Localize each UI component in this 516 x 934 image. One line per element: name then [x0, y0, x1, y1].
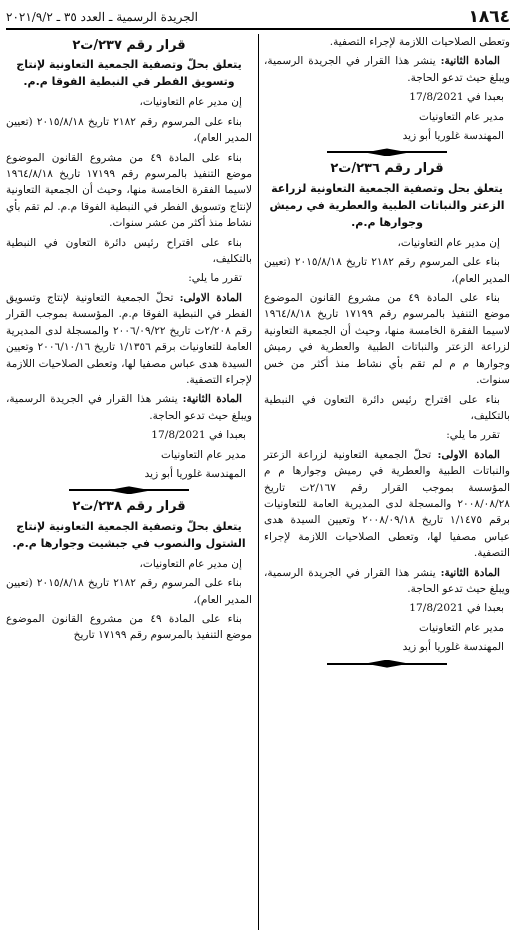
decision-237-p4: بناء على اقتراح رئيس دائرة التعاون في النبطية بالتكليف، [6, 236, 252, 266]
decision-236-p4: بناء على اقتراح رئيس دائرة التعاون في النبطية بالتكليف، [264, 393, 510, 422]
section-divider [264, 659, 510, 669]
decision-236-date: بعبدا في 17/8/2021 [409, 602, 504, 615]
gazette-issue-line: الجريدة الرسمية ـ العدد ٣٥ ـ ٢٠٢١/٩/٢ [6, 10, 198, 24]
decision-237-signer-name: المهندسة غلوريا أبو زيد [144, 467, 246, 480]
decision-236-signer-role: مدير عام التعاونيات [418, 621, 504, 634]
prev-signer-name: المهندسة غلوريا أبو زيد [402, 130, 504, 143]
section-divider [6, 485, 252, 495]
decision-238-p3: بناء على المادة ٤٩ من مشروع القانون الموضوع موضع التنفيذ بالمرسوم رقم ١٧١٩٩ تاريخ [6, 612, 252, 642]
decision-238-p1: إن مدير عام التعاونيات، [139, 557, 242, 570]
decision-237-article-1: المادة الاولى: تحلّ الجمعية التعاونية لإنتاج وتسويق الفطر في النبطية الفوقا م.م. المؤسسة بموجب القرار رقم ٢/٢٠٨ت تاريخ ٢٠٠٦/٠٩/٢٢ والمسجلة لدى المديرية العامة للتعاونيات برقم ١/١٣٥٦ تاريخ ٢٠٠٦/١٠/١٦ وتعيين السيدة هدى عباس مصفيا لها، وتعطى الصلاحيات اللازمة لإجراء التصفية. [6, 291, 252, 386]
decision-236-p1: إن مدير عام التعاونيات، [397, 236, 500, 249]
page-number: ١٨٦٤ [468, 7, 510, 27]
left-column [6, 34, 252, 647]
decision-237-article-2: المادة الثانية: ينشر هذا القرار في الجريدة الرسمية، ويبلغ حيث تدعو الحاجة. [6, 393, 252, 422]
decision-237-signer-role: مدير عام التعاونيات [160, 448, 246, 461]
prev-article-2: المادة الثانية: ينشر هذا القرار في الجريدة الرسمية، ويبلغ حيث تدعو الحاجة. [264, 55, 510, 84]
decision-238-title: قرار رقم ٢٣٨/ت٢ [72, 499, 186, 515]
decision-236-subject: يتعلق بحل وتصفية الجمعية التعاونية لزراعة الزعتر والنباتات الطبية والعطرية في رميش وجوارها م.م. [269, 181, 505, 229]
decision-236-p3: بناء على المادة ٤٩ من مشروع القانون الموضوع موضع التنفيذ بالمرسوم رقم ١٧١٩٩ تاريخ ١٩٦٤/٨/١٨ لاسيما الفقرة الخامسة منها، وحيث أن الجمعية التعاونية لزراعة الزعتر والنباتات الطبية والعطرية في رميش وجوارها م م لم تقم بأي نشاط منذ أكثر من خس سنوات. [264, 292, 510, 387]
decision-236-decides: تقرر ما يلي: [446, 429, 500, 442]
decision-236-p2: بناء على المرسوم رقم ٢١٨٢ تاريخ ٢٠١٥/٨/١٨ (تعيين المدير العام)، [264, 256, 510, 285]
decision-236-signer-name: المهندسة غلوريا أبو زيد [402, 641, 504, 654]
page-header [6, 6, 510, 30]
prev-date: بعبدا في 17/8/2021 [409, 91, 504, 104]
column-divider [258, 34, 259, 930]
decision-237-p3: بناء على المادة ٤٩ من مشروع القانون الموضوع موضع التنفيذ بالمرسوم رقم ١٧١٩٩ تاريخ ١٩٦٤/٨/١٨ لاسيما الفقرة الخامسة منها، وحيث أن الجمعية التعاونية لإنتاج وتسويق الفطر في النبطية الفوقا م.م. لم تقم بأي نشاط منذ أكثر من عشر سنوات. [6, 151, 252, 230]
decision-238-subject: يتعلق بحلّ وتصفية الجمعية التعاونية لإنتاج الشتول والنصوب في جبشيت وجوارها م.م. [12, 519, 246, 550]
decision-237-subject: يتعلق بحلّ وتصفية الجمعية التعاونية لإنتاج وتسويق الفطر في النبطية الفوقا م.م. [16, 58, 242, 89]
section-divider [264, 147, 510, 157]
continuation-text: وتعطى الصلاحيات اللازمة لإجراء التصفية. [329, 36, 510, 48]
decision-236-article-1: المادة الاولى: تحلّ الجمعية التعاونية لزراعة الزعتر والنباتات الطبية والعطرية في رميش وجوارها م م المؤسسة بموجب القرار رقم ٢/١٦٧ت تاريخ ٢٠٠٨/٠٨/٢٨ والمسجلة لدى المديرية العامة للتعاونيات برقم ١/١٤٧٥ تاريخ ٢٠٠٨/٠٩/١٨ وتعيين السيدة هدى عباس مصفيا لها، وتعطى الصلاحيات اللازمة لإجراء التصفية. [264, 448, 511, 560]
decision-237-title: قرار رقم ٢٣٧/ت٢ [72, 38, 186, 53]
prev-signer-role: مدير عام التعاونيات [418, 110, 504, 123]
decision-238-p2: بناء على المرسوم رقم ٢١٨٢ تاريخ ٢٠١٥/٨/١٨ (تعيين المدير العام)، [6, 577, 252, 606]
decision-236-article-2: المادة الثانية: ينشر هذا القرار في الجريدة الرسمية، ويبلغ حيث تدعو الحاجة. [264, 566, 510, 595]
decision-236-title: قرار رقم ٢٣٦/ت٢ [330, 161, 444, 177]
right-column [264, 34, 510, 673]
decision-237-date: بعبدا في 17/8/2021 [151, 429, 246, 442]
decision-237-p1: إن مدير عام التعاونيات، [139, 96, 242, 109]
decision-237-decides: تقرر ما يلي: [188, 272, 242, 285]
decision-237-p2: بناء على المرسوم رقم ٢١٨٢ تاريخ ٢٠١٥/٨/١٨ (تعيين المدير العام)، [6, 115, 252, 145]
